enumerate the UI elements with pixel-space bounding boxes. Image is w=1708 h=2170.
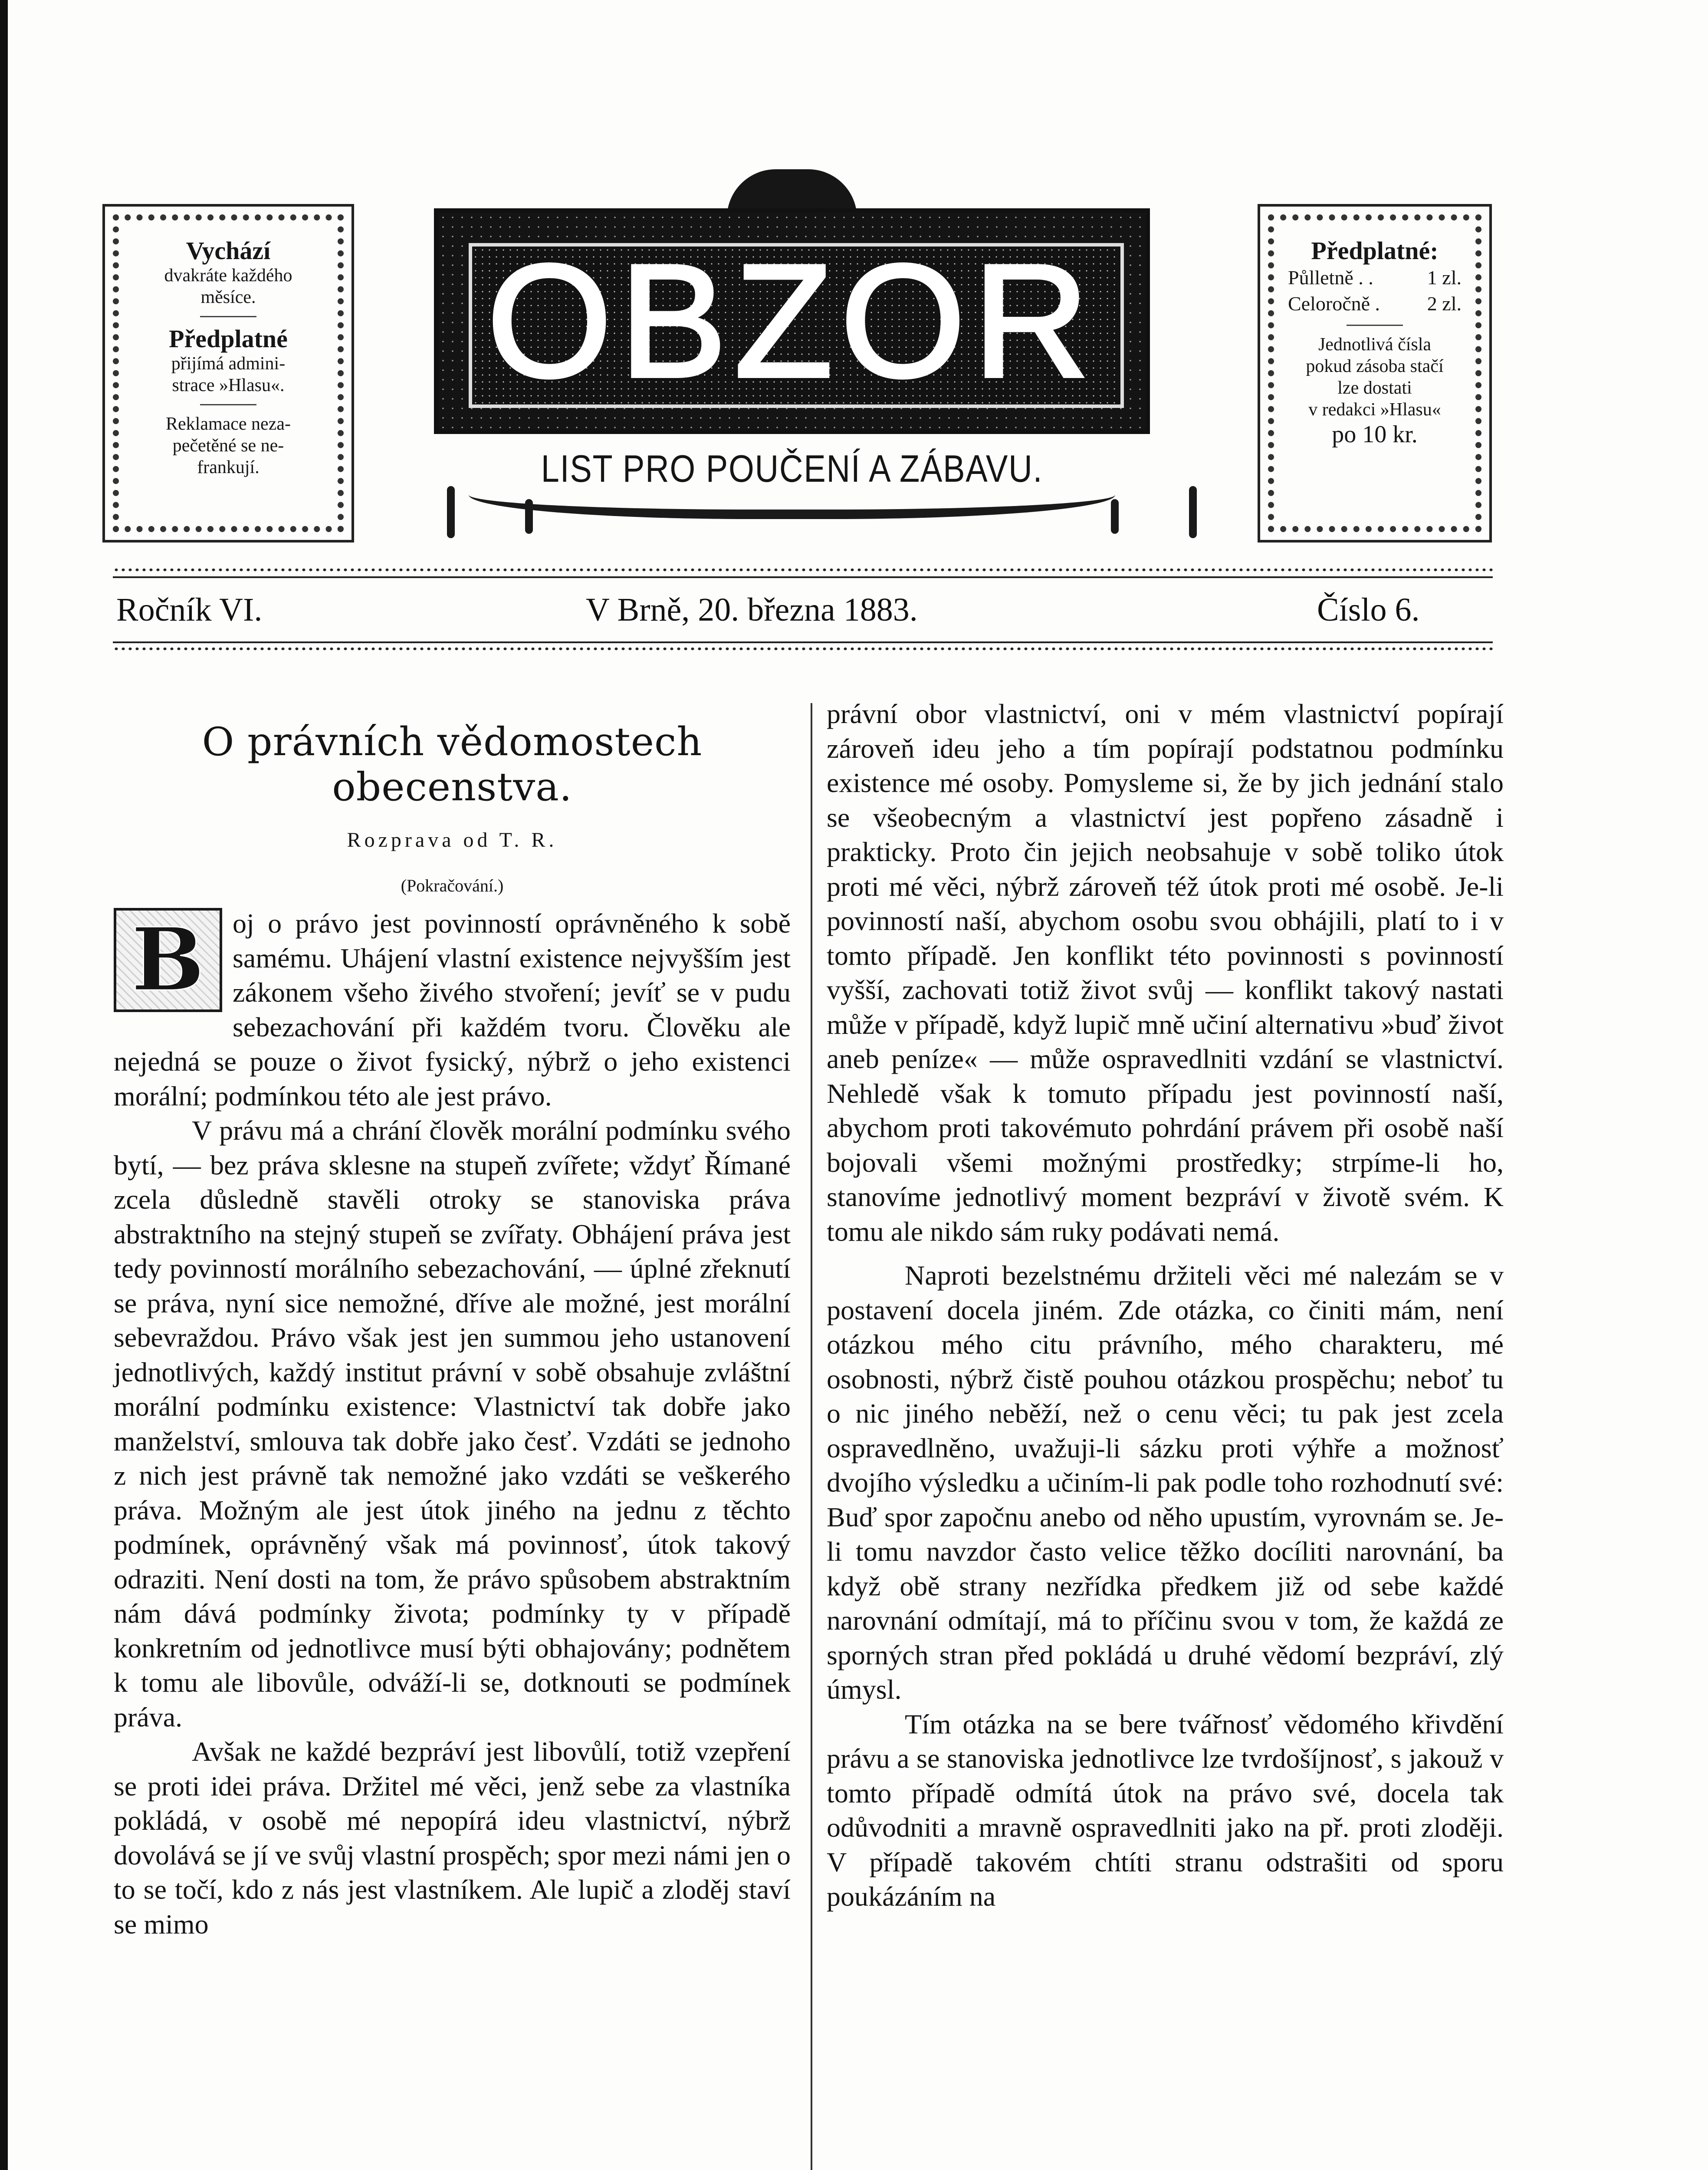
price-heading: Předplatné: xyxy=(1311,237,1439,265)
price-info-box xyxy=(1258,204,1492,542)
single-issue-line: Jednotlivá čísla xyxy=(1318,335,1432,355)
dotted-rule xyxy=(113,646,1493,652)
article-right-column xyxy=(827,697,1504,1914)
divider xyxy=(1347,325,1403,326)
paragraph: Avšak ne každé bezpráví jest libovůlí, totiž vzepření se proti idei práva. Držitel mé věci, jenž sebe za vlastníka pokládá, v osobě mé nepopírá ideu vlastnictví, nýbrž dovolává se jí ve svůj vlastní prospěch; spor mezi námi jen o to se točí, kdo z nás jest vlastníkem. Ale lupič a zloděj staví se mimo xyxy=(114,1736,791,1940)
continuation-note: (Pokračování.) xyxy=(401,876,504,895)
article-title-line: obecenstva. xyxy=(332,764,572,810)
complaint-line: pečetěné se ne- xyxy=(172,436,284,456)
ornamental-swag xyxy=(469,495,1115,519)
tassel-ornament xyxy=(1111,499,1119,534)
place-and-date: V Brně, 20. března 1883. xyxy=(586,592,918,628)
single-issue-price: po 10 kr. xyxy=(1332,421,1418,448)
price-label: Půlletně . . xyxy=(1288,266,1373,289)
subscription-heading: Předplatné xyxy=(169,325,288,353)
issue-number: Číslo 6. xyxy=(1317,592,1420,628)
article-title xyxy=(114,720,791,810)
masthead xyxy=(434,208,1150,490)
price-value: 2 zl. xyxy=(1427,293,1462,315)
frequency-line: dvakráte každého xyxy=(164,266,292,286)
price-label: Celoročně . xyxy=(1288,293,1380,315)
paragraph: právní obor vlastnictví, oni v mém vlastnictví popírají zároveň ideu jeho a tím popírají podstatnou podmínku existence mé osoby. Pomysleme si, že by jich jednání stalo se všeobecným a vlastnictví jest popřeno zásadně i prakticky. Proto čin jejich neobsahuje v sobě toliko útok proti mé věci, nýbrž zároveň též útok proti mé osobě. Je-li povinností naší, abychom osobu svou obhájili, platí to i v tomto případě. Jen konflikt této povinnosti s povinností vyšší, zachovati totiž život svůj — konflikt takový nastati může v případě, když lupič mně učiní alternativu »buď život aneb peníze« — může ospravedlniti vzdání se vlastnictví. Nehledě však k tomuto případu jest povinností naší, abychom proti takovémuto pohrdání právem při osobě naší bojovali všemi možnými prostředky; strpíme-li ho, stanovíme jednotlivý moment bezpráví v životě svém. K tomu ale nikdo sám ruky podávati nemá. xyxy=(827,698,1504,1247)
paragraph-text: oj o právo jest povinností oprávněného k sobě samému. Uhájení vlastní existence nejvyšším jest zákonem všeho živého stvoření; jevíť se v pudu sebezachování při každém tvoru. Člověku ale nejedná se pouze o život fysický, nýbrž o jeho existenci morální; podmínkou této ale jest právo. xyxy=(114,908,791,1111)
scan-edge xyxy=(0,0,8,2170)
rule xyxy=(113,576,1493,578)
single-issue-line: pokud zásoba stačí xyxy=(1306,356,1444,376)
publication-info-box xyxy=(102,204,354,542)
single-issue-line: v redakci »Hlasu« xyxy=(1308,400,1441,420)
rule xyxy=(113,641,1493,643)
tassel-ornament xyxy=(525,499,533,534)
paragraph: Naproti bezelstnému držiteli věci mé nalezám se v postavení docela jiném. Zde otázka, co činiti mám, není otázkou mého citu právního, mého charakteru, mé osobnosti, nýbrž čistě pouhou otázkou prospěchu; neboť tu o nic jiného neběží, než o cenu věci; tu pak jest zcela ospravedlněno, uvažuji-li sázku proti výhře a možnosť dvojího výsledku a učiním-li pak podle toho rozhodnutí své: Buď spor započnu anebo od něho upustím, vyrovnám se. Je-li tomu navzdor často velice těžko docíliti narovnání, ba když obě strany nezřídka předkem již od sebe každé narovnání odmítají, má to příčinu svou v tom, že každá ze sporných stran před pokládá u druhé vědomí bezpráví, zlý úmysl. xyxy=(827,1260,1504,1705)
divider xyxy=(200,404,256,405)
column-divider xyxy=(811,703,812,2170)
complaint-line: frankují. xyxy=(197,457,259,477)
volume-number: Ročník VI. xyxy=(116,592,263,628)
tassel-ornament xyxy=(1189,486,1197,538)
price-row-halfyear xyxy=(1282,265,1468,291)
frequency-line: měsíce. xyxy=(200,287,256,307)
frequency-heading: Vychází xyxy=(186,237,271,265)
tassel-ornament xyxy=(447,486,455,538)
complaint-line: Reklamace neza- xyxy=(166,414,291,434)
drop-cap: B xyxy=(114,908,222,1012)
price-value: 1 zl. xyxy=(1427,266,1462,289)
article-left-column xyxy=(114,699,791,1941)
paragraph: V právu má a chrání člověk morální podmínku svého bytí, — bez práva sklesne na stupeň zvířete; vždyť Římané zcela důsledně stavěli otroky se stanoviska práva abstraktního na stejný stupeň se zvířaty. Obhájení práva jest tedy povinností morálního sebezachování, — úplné zřeknutí se práva, nyní sice nemožné, dříve ale možné, jest morální sebevraždou. Právo však jest jen summou jeho ustanovení jednotlivých, každý institut právní v sobě obsahuje zvláštní morální podmínku existence: Vlastnictví tak dobře jako manželství, smlouva tak dobře jako česť. Vzdáti se jednoho z nich jest právně tak nemožné jako vzdáti se veškerého práva. Možným ale jest útok jiného na jednu z těchto podmínek, oprávněný však má povinnosť, útok takový odraziti. Není dosti na tom, že právo spůsobem abstraktním nám dává podmínky života; podmínky ty v případě konkretním od jednotlivce musí býti obhajovány; podnětem k tomu ale libovůle, odváží-li se, dotknouti se podmínek práva. xyxy=(114,1115,791,1733)
article-byline: Rozprava od T. R. xyxy=(347,829,558,852)
price-row-year xyxy=(1282,291,1468,317)
newspaper-subtitle: LIST PRO POUČENÍ A ZÁBAVU. xyxy=(541,447,1043,490)
subscription-line: strace »Hlasu«. xyxy=(172,375,285,395)
paragraph: Tím otázka na se bere tvářnosť vědomého křivdění právu a se stanoviska jednotlivce lze tvrdošíjnosť, s jakouž v tomto případě odmítá útok na právo své, docela tak odůvodniti a mravně ospravedlniti jako na př. proti zloději. V případě takovém chtíti stranu odstrašiti od sporu poukázáním na xyxy=(827,1708,1504,1912)
dotted-rule xyxy=(113,567,1493,573)
paragraph xyxy=(114,906,791,1113)
article-title-line: O právních vědomostech xyxy=(202,719,703,765)
subscription-line: přijímá admini- xyxy=(171,354,286,374)
single-issue-line: lze dostati xyxy=(1337,378,1412,398)
divider xyxy=(200,316,256,317)
newspaper-title: OBZOR xyxy=(487,231,1097,411)
